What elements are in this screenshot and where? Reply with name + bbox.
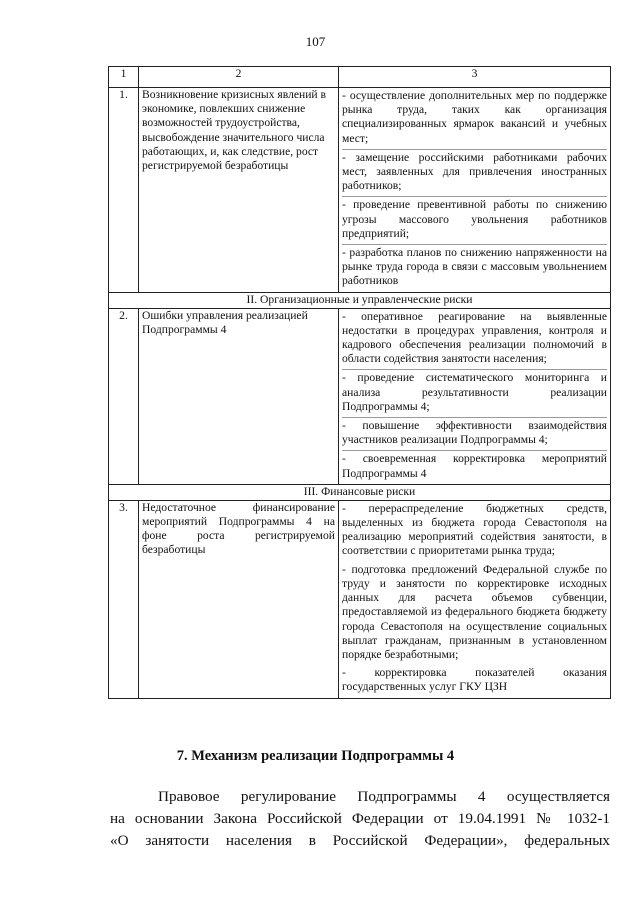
measure-item: - своевременная корректировка мероприятий Подпрограммы 4: [342, 450, 607, 483]
body-paragraph: [110, 786, 610, 852]
table-row: [109, 500, 611, 698]
measure-item: - разработка планов по снижению напряженности на рынке труда города в связи с массовым увольнением работников: [342, 244, 607, 292]
measure-item: - перераспределение бюджетных средств, выделенных из бюджета города Севастополя на реализацию мероприятий содействия занятости, в соответствии с приоритетами рынка труда;: [342, 501, 607, 558]
section-title: II. Организационные и управленческие риски: [109, 292, 611, 308]
section-heading: 7. Механизм реализации Подпрограммы 4: [176, 748, 455, 764]
measure-item: - осуществление дополнительных мер по поддержке рынка труда, таких как организация специализированных ярмарок вакансий и учебных мест;: [342, 89, 607, 145]
risk-description: Возникновение кризисных явлений в экономике, повлекших снижение возможностей трудоустройства, высвобождение значительного числа работающих, и, как следствие, рост регистрируемой безработицы: [139, 88, 339, 293]
measure-item: - проведение систематического мониторинга и анализа результативности реализации Подпрограммы 4;: [342, 369, 607, 417]
row-number: 1.: [109, 88, 139, 293]
measure-item: - оперативное реагирование на выявленные недостатки в процедурах управления, контроля и кадрового обеспечения реализации полномочий в области содействия занятости населения;: [342, 309, 607, 366]
section-row: [109, 484, 611, 500]
column-header: 1: [109, 67, 139, 88]
risk-description: Ошибки управления реализацией Подпрограммы 4: [139, 308, 339, 484]
risk-table: [108, 66, 611, 699]
risk-description: Недостаточное финансирование мероприятий Подпрограммы 4 на фоне роста регистрируемой безработицы: [139, 500, 339, 698]
measure-item: - корректировка показателей оказания государственных услуг ГКУ ЦЗН: [342, 666, 607, 694]
page-number: 107: [305, 34, 326, 49]
measures-cell: [339, 500, 611, 698]
section-row: [109, 292, 611, 308]
column-header: 3: [339, 67, 611, 88]
section-title: III. Финансовые риски: [109, 484, 611, 500]
measures-cell: [339, 308, 611, 484]
table-header-row: [109, 67, 611, 88]
measure-item: - повышение эффективности взаимодействия участников реализации Подпрограммы 4;: [342, 417, 607, 450]
measure-item: - проведение превентивной работы по снижению угрозы массового увольнения работников предприятий;: [342, 196, 607, 244]
paragraph-line: на основании Закона Российской Федерации от 19.04.1991 № 1032-1: [110, 810, 610, 827]
row-number: 3.: [109, 500, 139, 698]
table-row: [109, 308, 611, 484]
column-header: 2: [139, 67, 339, 88]
measure-item: - замещение российскими работниками рабочих мест, заявленных для привлечения иностранных работников;: [342, 149, 607, 197]
paragraph-line: «О занятости населения в Российской Федерации», федеральных: [110, 832, 610, 849]
table-row: [109, 88, 611, 293]
measures-cell: [339, 88, 611, 293]
row-number: 2.: [109, 308, 139, 484]
paragraph-line: Правовое регулирование Подпрограммы 4 осуществляется: [158, 788, 610, 805]
measure-item: - подготовка предложений Федеральной службе по труду и занятости по корректировке исходных данных для расчета объемов субвенции, предоставляемой из федерального бюджета бюджету города Севастополя на осуществление социальных выплат гражданам, признанным в установленном порядке безработными;: [342, 562, 607, 661]
